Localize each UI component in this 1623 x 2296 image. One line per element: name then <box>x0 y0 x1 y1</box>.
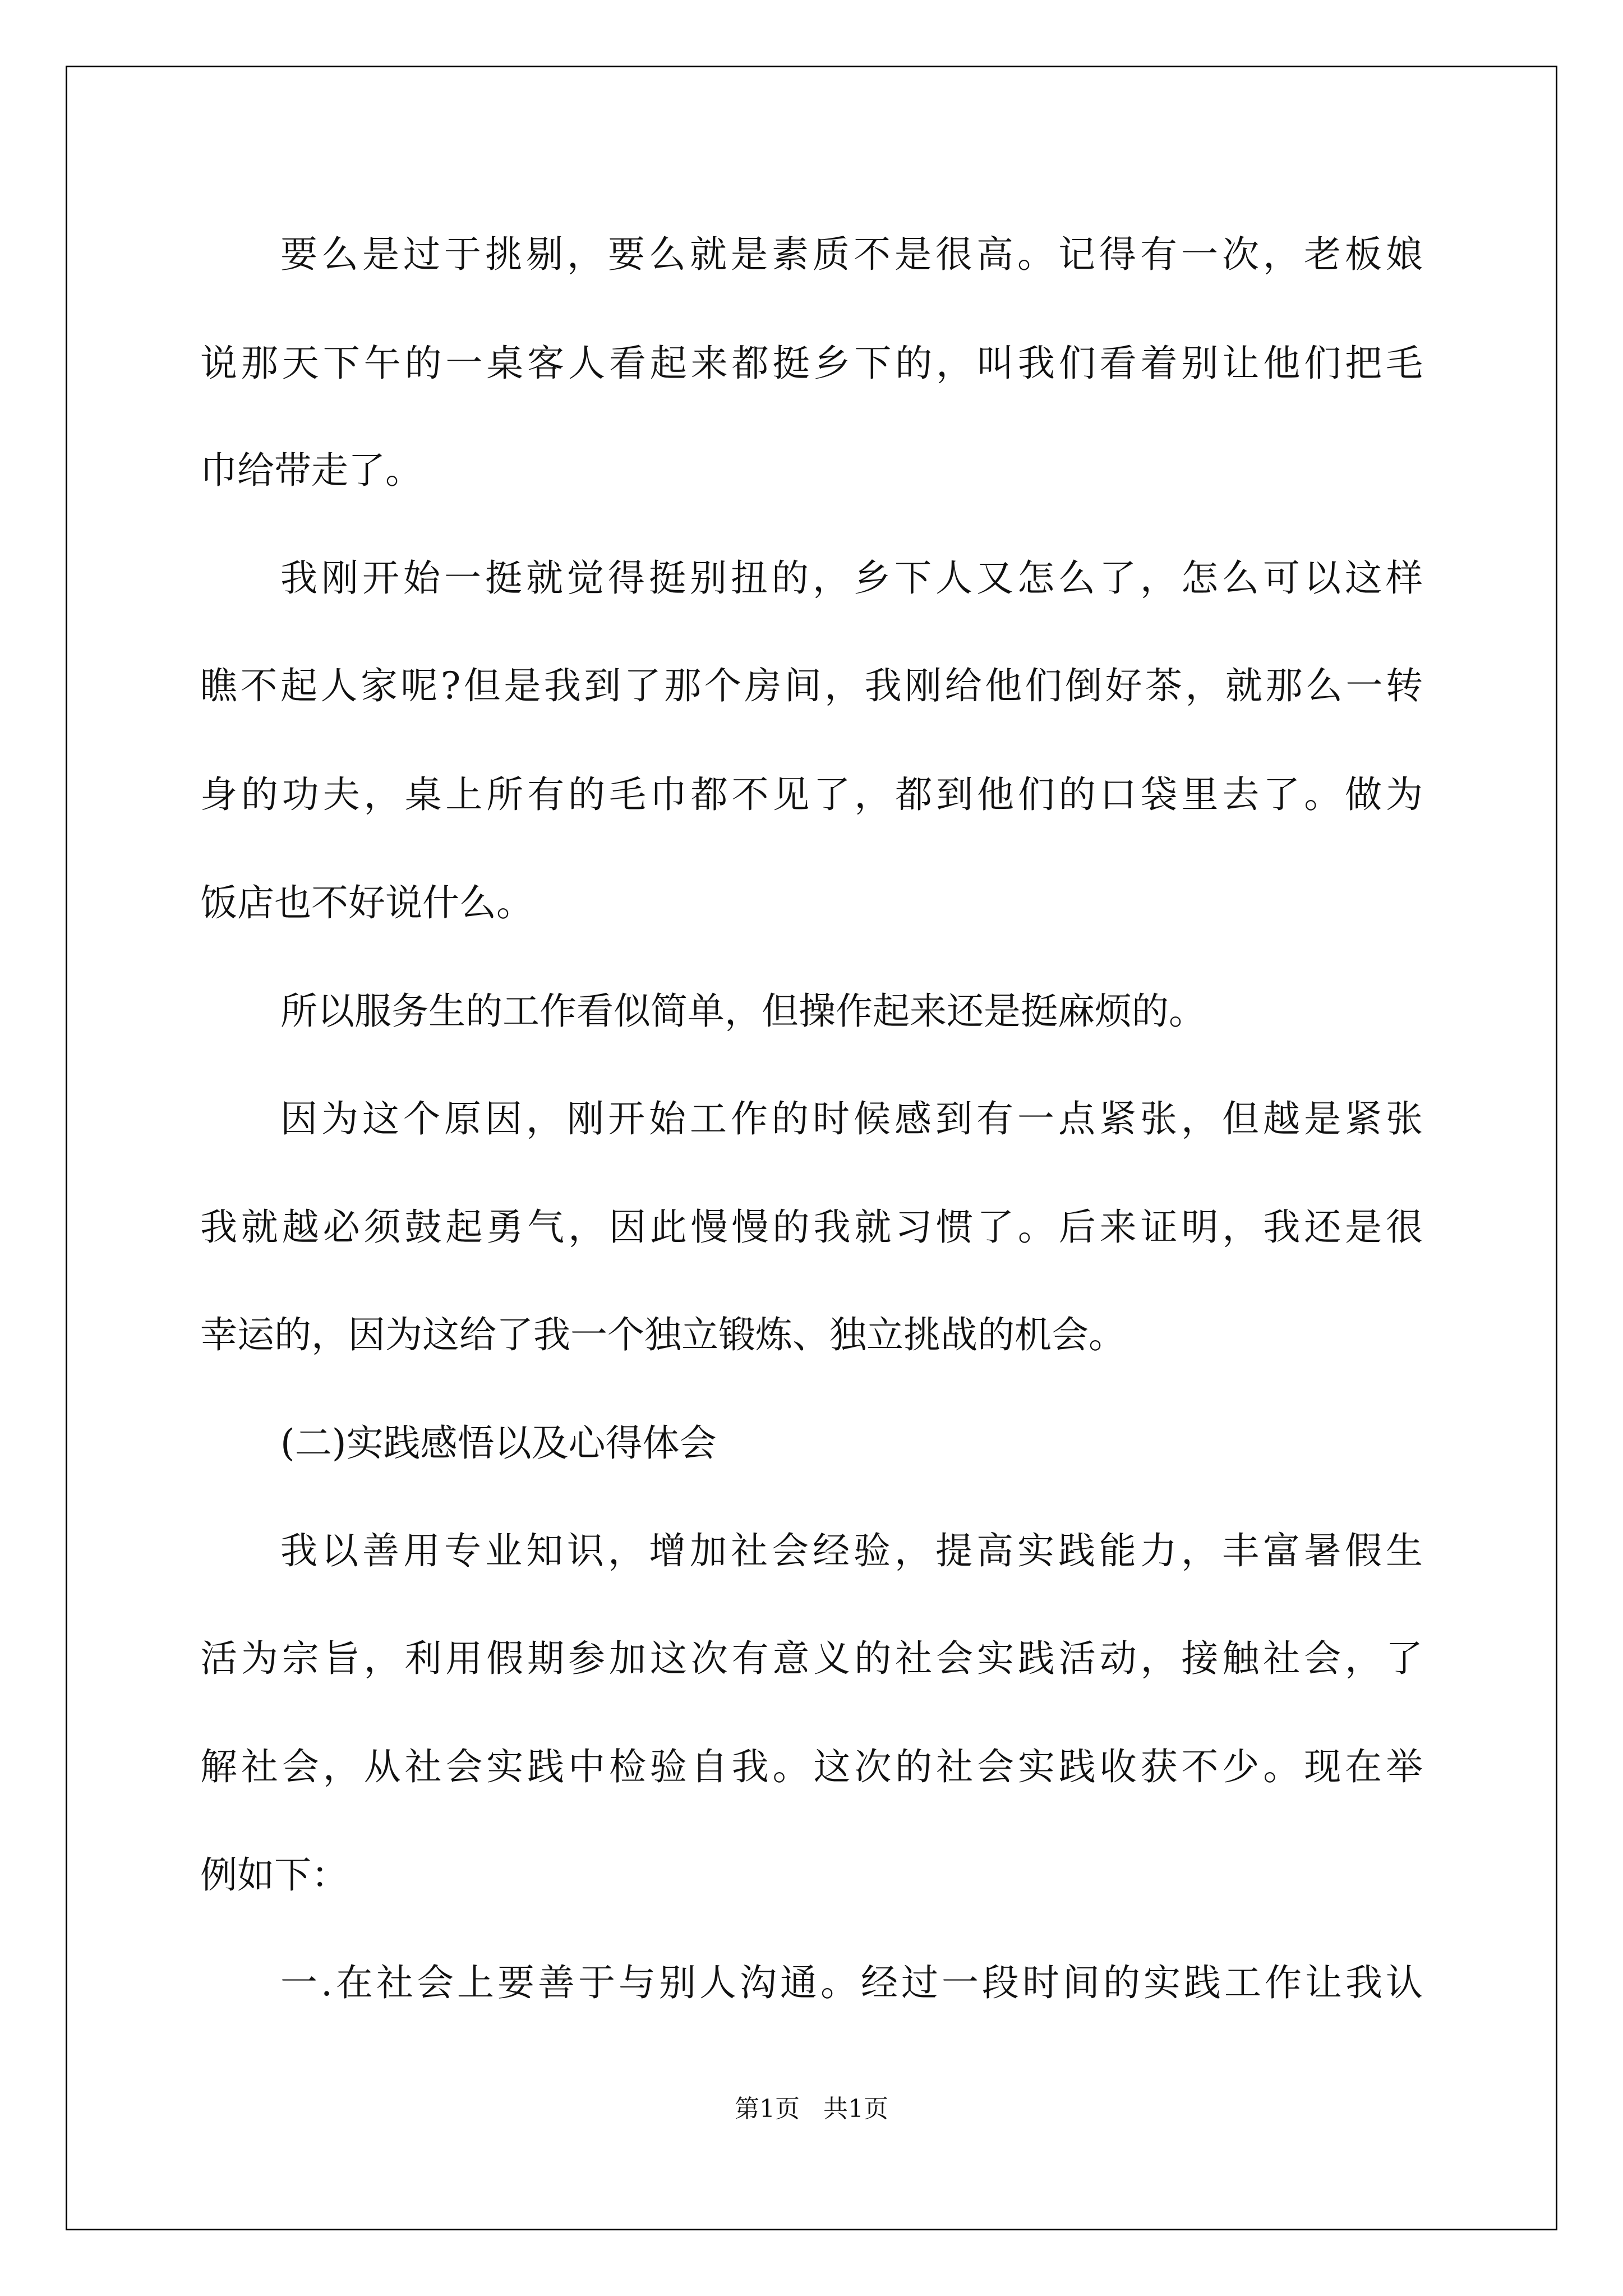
text-line: 解社会，从社会实践中检验自我。这次的社会实践收获不少。现在举 <box>200 1745 1423 1788</box>
page-border <box>66 66 1557 2230</box>
text-line: 活为宗旨，利用假期参加这次有意义的社会实践活动，接触社会，了 <box>200 1637 1423 1680</box>
text-line: 一.在社会上要善于与别人沟通。经过一段时间的实践工作让我认 <box>280 1961 1423 2004</box>
section-heading: (二)实践感悟以及心得体会 <box>280 1421 717 1465</box>
text-line: 瞧不起人家呢?但是我到了那个房间，我刚给他们倒好茶，就那么一转 <box>200 664 1423 707</box>
text-line: 身的功夫，桌上所有的毛巾都不见了，都到他们的口袋里去了。做为 <box>200 773 1423 816</box>
text-line: 我以善用专业知识，增加社会经验，提高实践能力，丰富暑假生 <box>280 1529 1423 1572</box>
text-line: 说那天下午的一桌客人看起来都挺乡下的，叫我们看着别让他们把毛 <box>200 342 1423 385</box>
text-line: 例如下： <box>200 1853 348 1897</box>
text-line: 我就越必须鼓起勇气，因此慢慢的我就习惯了。后来证明，我还是很 <box>200 1205 1423 1249</box>
text-line: 我刚开始一挺就觉得挺别扭的，乡下人又怎么了，怎么可以这样 <box>280 556 1423 600</box>
text-line: 巾给带走了。 <box>200 449 422 492</box>
text-line: 所以服务生的工作看似简单，但操作起来还是挺麻烦的。 <box>280 990 1206 1033</box>
text-line: 因为这个原因，刚开始工作的时候感到有一点紧张，但越是紧张 <box>280 1097 1423 1140</box>
page-number-footer: 第1页 共1页 <box>735 2095 888 2123</box>
text-line: 幸运的，因为这给了我一个独立锻炼、独立挑战的机会。 <box>200 1313 1126 1356</box>
text-line: 要么是过于挑剔，要么就是素质不是很高。记得有一次，老板娘 <box>280 233 1423 276</box>
text-line: 饭店也不好说什么。 <box>200 881 533 924</box>
